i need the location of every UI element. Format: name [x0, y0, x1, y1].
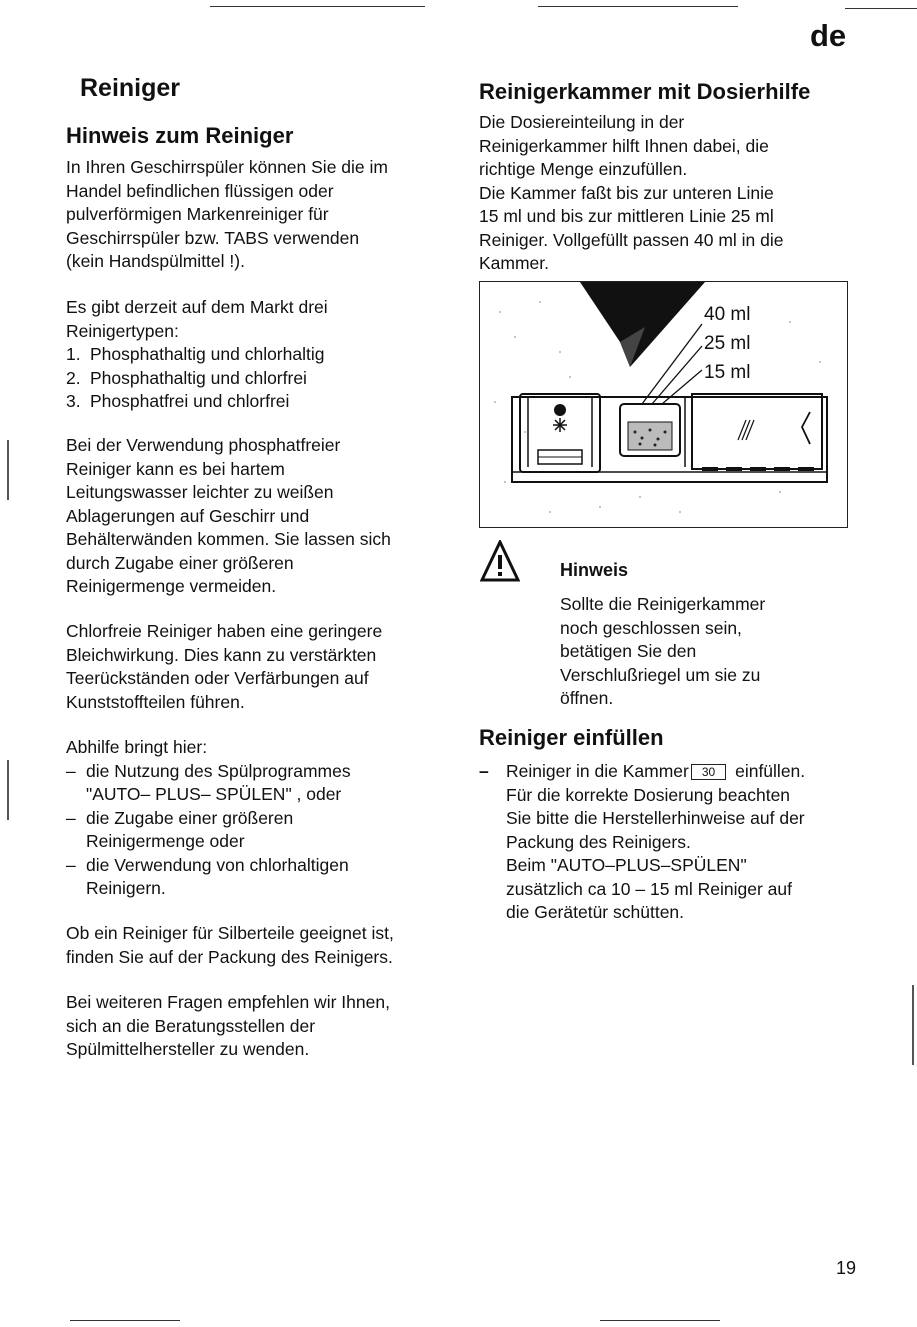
- list-text: einfüllen.: [735, 761, 806, 781]
- text-line: Spülmittelhersteller zu wenden.: [66, 1039, 310, 1059]
- types-paragraph: [66, 296, 328, 414]
- text-line: Für die korrekte Dosierung beachten: [506, 784, 791, 805]
- list-item: [66, 854, 351, 878]
- text-line: 15 ml und bis zur mittleren Linie 25 ml: [479, 206, 774, 226]
- margin-mark: [7, 440, 9, 500]
- dash-marker: –: [479, 761, 489, 781]
- list-number: 2.: [66, 367, 81, 388]
- list-text: die Verwendung von chlorhaltigen: [86, 854, 349, 875]
- text-line: Reinigertypen:: [66, 320, 179, 341]
- text-line: Packung des Reinigers.: [506, 831, 691, 852]
- list-item-continuation: [66, 783, 351, 807]
- text-line: Kunststoffteilen führen.: [66, 691, 245, 712]
- text-line: Bei der Verwendung phosphatfreier: [66, 435, 341, 455]
- text-line: Reinigerkammer hilft Ihnen dabei, die: [479, 135, 769, 156]
- bottom-rule: [70, 1320, 180, 1321]
- list-item: [66, 343, 328, 367]
- text-line: Die Dosiereinteilung in der: [479, 112, 685, 132]
- text-line: Bleichwirkung. Dies kann zu verstärkten: [66, 644, 377, 665]
- list-item: [479, 760, 805, 784]
- fill-heading: Reiniger einfüllen: [479, 725, 664, 750]
- fill-paragraph: [479, 760, 805, 925]
- list-number: 1.: [66, 344, 81, 364]
- list-item: [66, 367, 328, 391]
- chamber-heading: Reinigerkammer mit Dosierhilfe: [479, 79, 811, 104]
- section-heading: Hinweis zum Reiniger: [66, 123, 294, 148]
- text-line: finden Sie auf der Packung des Reinigers.: [66, 946, 393, 967]
- text-line: Geschirrspüler bzw. TABS verwenden: [66, 227, 360, 248]
- text-line: Sie bitte die Herstellerhinweise auf der: [506, 808, 805, 828]
- text-line: (kein Handspülmittel !).: [66, 251, 245, 271]
- list-number: 3.: [66, 391, 81, 411]
- text-line: zusätzlich ca 10 – 15 ml Reiniger auf: [506, 878, 792, 899]
- text-line: Verschlußriegel um sie zu: [560, 664, 761, 685]
- text-line: Ablagerungen auf Geschirr und: [66, 505, 310, 526]
- text-line: durch Zugabe einer größeren: [66, 552, 294, 573]
- text-line: In Ihren Geschirrspüler können Sie die im: [66, 157, 388, 177]
- intro-paragraph: [66, 156, 388, 274]
- list-text: Phosphathaltig und chlorfrei: [90, 367, 307, 388]
- dose-label-15: 15 ml: [704, 362, 751, 383]
- questions-paragraph: [66, 991, 390, 1062]
- text-line: pulverförmigen Markenreiniger für: [66, 204, 329, 224]
- dose-label-40: 40 ml: [704, 304, 751, 325]
- list-text: Reinigermenge oder: [86, 831, 245, 851]
- margin-mark: [7, 760, 9, 820]
- list-item-continuation: [66, 830, 351, 854]
- list-text: Reiniger in die Kammer: [506, 761, 689, 781]
- margin-mark: [912, 985, 914, 1065]
- text-line: öffnen.: [560, 688, 614, 708]
- dose-label-25: 25 ml: [704, 333, 751, 354]
- list-text: die Nutzung des Spülprogrammes: [86, 760, 351, 781]
- text-line: die Gerätetür schütten.: [506, 902, 685, 922]
- detergent-chamber-figure: [479, 281, 848, 528]
- text-line: sich an die Beratungsstellen der: [66, 1015, 316, 1036]
- phosphate-paragraph: [66, 434, 391, 599]
- bottom-rule: [600, 1320, 720, 1321]
- text-line: Bei weiteren Fragen empfehlen wir Ihnen,: [66, 992, 390, 1012]
- list-text: die Zugabe einer größeren: [86, 807, 294, 828]
- text-line: Reiniger kann es bei hartem: [66, 458, 285, 479]
- chlorine-paragraph: [66, 620, 382, 714]
- chamber-reference-box: 30: [691, 764, 726, 780]
- chamber-paragraph: [479, 111, 784, 276]
- text-line: Abhilfe bringt hier:: [66, 737, 208, 757]
- detergent-chamber-drawing: [480, 282, 848, 528]
- list-item-continuation: [66, 877, 351, 901]
- dash-marker: –: [66, 854, 76, 875]
- page-title: Reiniger: [80, 74, 181, 102]
- list-text: Phosphatfrei und chlorfrei: [90, 391, 290, 411]
- remedy-paragraph: [66, 736, 351, 901]
- text-line: Beim "AUTO–PLUS–SPÜLEN": [506, 855, 747, 875]
- list-item: [66, 807, 351, 831]
- text-line: Chlorfreie Reiniger haben eine geringere: [66, 621, 383, 641]
- text-line: noch geschlossen sein,: [560, 617, 742, 638]
- list-item: [66, 760, 351, 784]
- list-text: Phosphathaltig und chlorhaltig: [90, 344, 325, 364]
- top-rule: [210, 6, 425, 7]
- text-line: Leitungswasser leichter zu weißen: [66, 482, 334, 502]
- silver-paragraph: [66, 922, 394, 969]
- language-code: de: [810, 18, 847, 53]
- text-line: Reiniger. Vollgefüllt passen 40 ml in die: [479, 229, 784, 250]
- text-line: Ob ein Reiniger für Silberteile geeignet ist,: [66, 923, 394, 943]
- notice-heading: Hinweis: [560, 560, 629, 580]
- list-item: [66, 390, 328, 414]
- dash-marker: –: [66, 807, 76, 828]
- text-line: Behälterwänden kommen. Sie lassen sich: [66, 529, 391, 549]
- top-rule: [845, 8, 917, 9]
- list-text: "AUTO– PLUS– SPÜLEN" , oder: [86, 784, 342, 804]
- list-text: Reinigern.: [86, 878, 166, 898]
- warning-triangle-icon: [480, 540, 520, 591]
- text-line: Sollte die Reinigerkammer: [560, 594, 766, 614]
- text-line: Handel befindlichen flüssigen oder: [66, 180, 334, 201]
- text-line: Teerückständen oder Verfärbungen auf: [66, 668, 369, 688]
- notice-paragraph: [560, 593, 765, 711]
- top-rule: [538, 6, 738, 7]
- text-line: richtige Menge einzufüllen.: [479, 159, 688, 179]
- dash-marker: –: [66, 760, 76, 781]
- text-line: Die Kammer faßt bis zur unteren Linie: [479, 182, 774, 203]
- text-line: Es gibt derzeit auf dem Markt drei: [66, 297, 328, 317]
- text-line: Kammer.: [479, 253, 550, 273]
- page-number: 19: [836, 1258, 857, 1278]
- text-line: Reinigermenge vermeiden.: [66, 576, 277, 596]
- text-line: betätigen Sie den: [560, 641, 697, 661]
